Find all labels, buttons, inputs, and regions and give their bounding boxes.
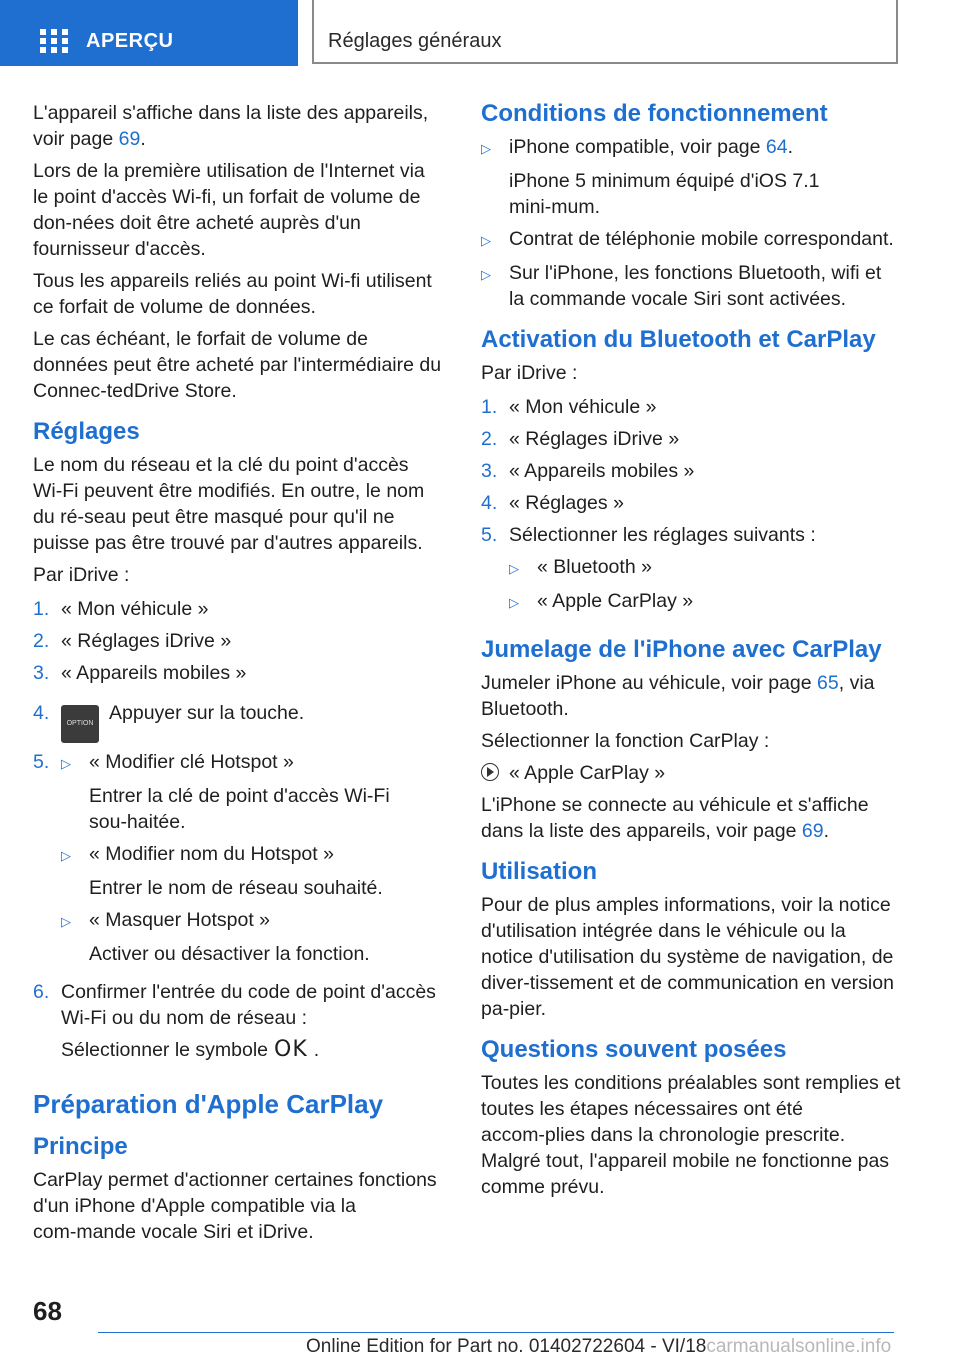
heading-utilisation: Utilisation	[481, 858, 598, 885]
grid-menu-icon	[40, 29, 68, 53]
page-link[interactable]: 69	[118, 128, 141, 150]
list-item: 1. « Mon véhicule »	[481, 396, 657, 418]
steps-list	[481, 394, 901, 622]
list-item: ▷ iPhone compatible, voir page 64.	[481, 134, 901, 162]
page-number: 68	[33, 1296, 62, 1326]
paragraph: Lors de la première utilisation de l'Internet via le point d'accès Wi‑fi, un forfait de volume de don‑nées doit être acheté auprès d'un fournisseur d'accès.	[33, 160, 425, 260]
list-item: 3. « Appareils mobiles »	[481, 460, 695, 482]
heading-questions: Questions souvent posées	[481, 1036, 787, 1063]
heading-conditions: Conditions de fonctionnement	[481, 100, 828, 127]
sub-item: ▷ « Bluetooth »	[509, 554, 816, 582]
list-item: 2. « Réglages iDrive »	[33, 630, 232, 652]
page-header	[0, 0, 960, 66]
list-item: 3. « Appareils mobiles »	[33, 662, 247, 684]
page-link[interactable]: 65	[817, 672, 839, 694]
list-item: 1. « Mon véhicule »	[33, 598, 209, 620]
paragraph: Par iDrive :	[481, 362, 578, 384]
play-circle-icon	[481, 763, 499, 781]
footer-edition: Online Edition for Part no. 01402722604 - VI/18carmanualsonline.info	[306, 1336, 892, 1357]
sub-item: ▷ « Modifier nom du Hotspot »	[61, 841, 443, 869]
steps-list	[33, 596, 443, 1069]
list-item: 4. OPTION Appuyer sur la touche.	[33, 700, 443, 743]
footer-divider	[98, 1332, 894, 1333]
paragraph: « Apple CarPlay »	[481, 760, 901, 786]
triangle-bullet-icon: ▷	[61, 756, 71, 771]
paragraph: Jumeler iPhone au véhicule, voir page 65, via Bluetooth.	[481, 672, 875, 720]
list-item: 5. Sélectionner les réglages suivants : ▷ « Bluetooth » ▷ « Apple CarPlay »	[481, 522, 901, 622]
triangle-bullet-icon: ▷	[481, 233, 491, 248]
option-button-icon: OPTION	[61, 705, 99, 743]
heading-jumelage: Jumelage de l'iPhone avec CarPlay	[481, 636, 882, 663]
footer-site: carmanualsonline.info	[706, 1336, 892, 1357]
paragraph: Pour de plus amples informations, voir la notice d'utilisation intégrée dans le véhicule ou la notice d'utilisation du système de navigation, de diver‑tissement et de communication en version pa‑pier.	[481, 894, 894, 1020]
paragraph: Le nom du réseau et la clé du point d'accès Wi‑Fi peuvent être modifiés. En outre, le nom du ré‑seau peut être masqué pour qu'il ne puisse pas être trouvé par d'autres appareils.	[33, 454, 425, 554]
paragraph: L'iPhone se connecte au véhicule et s'affiche dans la liste des appareils, voir page 69.	[481, 794, 869, 842]
page-link[interactable]: 69	[801, 820, 824, 842]
paragraph: Par iDrive :	[33, 564, 130, 586]
right-column: Conditions de fonctionnement ▷ iPhone compatible, voir page 64. iPhone 5 minimum équipé d'iOS 7.1 mini‑mum. ▷ Contrat de téléphonie mobile correspondant. ▷ Sur l'iPhone, les fonctions Bluetooth, wifi et la commande vocale Siri sont activées. Activation du Bluetooth et CarPlay Par iDrive : 1. « Mon véhicule » 2. « Réglages iDrive » 3. « Appareils mobiles » 4. « Réglages » 5. Sélectionner les réglages suivants : ▷ « Bluetooth » ▷ « Apple CarPlay » Jumelage de l'iPhone avec CarPlay Jumeler iPhone au véhicule, voir page 65, via Bluetooth. Sélectionner la fonction CarPlay : « Apple CarPlay » L'iPhone se connecte au véhicule et s'affiche dans la liste des appareils, voir page 69. Utilisation Pour de plus amples informations, voir la notice d'utilisation intégrée dans le véhicule ou la notice d'utilisation du système de navigation, de diver‑tissement et de communication en version pa‑pier. Questions souvent posées Toutes les conditions préalables sont remplies et toutes les étapes nécessaires ont été accom‑plies dans la chronologie prescrite. Malgré tout, l'appareil mobile ne fonctionne pas comme prévu.	[481, 100, 901, 1198]
paragraph: Tous les appareils reliés au point Wi‑fi utilisent ce forfait de volume de données.	[33, 270, 432, 318]
heading-reglages: Réglages	[33, 418, 140, 445]
sub-item: ▷ « Modifier clé Hotspot »	[61, 749, 443, 777]
triangle-bullet-icon: ▷	[481, 141, 491, 156]
triangle-bullet-icon: ▷	[509, 561, 519, 576]
paragraph: Sélectionner la fonction CarPlay :	[481, 730, 770, 752]
list-item: 2. « Réglages iDrive »	[481, 428, 680, 450]
tab-section[interactable]	[312, 0, 898, 64]
left-column	[33, 100, 443, 1251]
list-item: 4. « Réglages »	[481, 492, 624, 514]
page-link[interactable]: 64	[765, 136, 788, 158]
tab-apercu[interactable]	[0, 0, 298, 66]
triangle-bullet-icon: ▷	[509, 595, 519, 610]
heading-activation: Activation du Bluetooth et CarPlay	[481, 326, 876, 353]
heading-principe: Principe	[33, 1133, 128, 1160]
paragraph: Le cas échéant, le forfait de volume de données peut être acheté par l'intermédiaire du Connec‑tedDrive Store.	[33, 328, 442, 402]
tab-section-label: Réglages généraux	[328, 30, 502, 52]
ok-symbol-icon: OK	[274, 1037, 308, 1062]
tab-apercu-label: APERÇU	[86, 30, 174, 52]
list-item: 5. ▷ « Modifier clé Hotspot » Entrer la clé de point d'accès Wi‑Fi sou‑haitée. ▷ « Modifier nom du Hotspot » Entrer le nom de réseau souhaité. ▷ « Masquer Hotspot » Activer ou désactiver la fonction.	[33, 749, 443, 973]
heading-preparation: Préparation d'Apple CarPlay	[33, 1089, 384, 1119]
list-item: 6. Confirmer l'entrée du code de point d'accès Wi‑Fi ou du nom de réseau : Sélectionner le symbole OK .	[33, 981, 436, 1062]
sub-item: ▷ « Masquer Hotspot »	[61, 907, 443, 935]
list-item: ▷ Contrat de téléphonie mobile correspondant.	[481, 226, 901, 254]
paragraph: CarPlay permet d'actionner certaines fonctions d'un iPhone d'Apple compatible via la com‑mande vocale Siri et iDrive.	[33, 1169, 437, 1243]
list-item: ▷ Sur l'iPhone, les fonctions Bluetooth, wifi et la commande vocale Siri sont activées.	[481, 262, 882, 310]
triangle-bullet-icon: ▷	[481, 267, 491, 282]
paragraph: Toutes les conditions préalables sont remplies et toutes les étapes nécessaires ont été accom‑plies dans la chronologie prescrite. Malgré tout, l'appareil mobile ne fonctionne pas comme prévu.	[481, 1072, 901, 1198]
triangle-bullet-icon: ▷	[61, 848, 71, 863]
triangle-bullet-icon: ▷	[61, 914, 71, 929]
paragraph: L'appareil s'affiche dans la liste des appareils, voir page 69.	[33, 102, 429, 150]
sub-item: ▷ « Apple CarPlay »	[509, 588, 816, 616]
